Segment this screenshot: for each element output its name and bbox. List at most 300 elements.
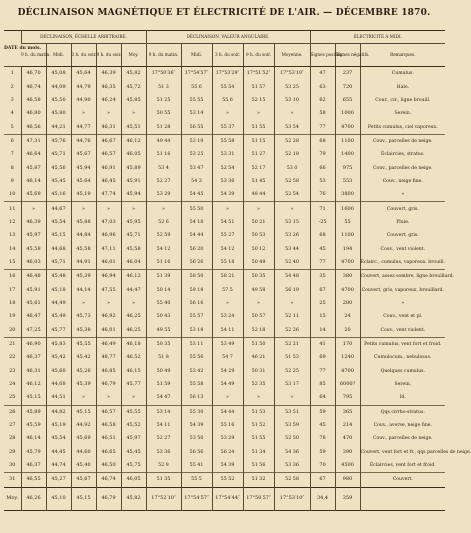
cell-a3: 45,67	[71, 148, 96, 161]
cell-a3: 45,64	[71, 175, 96, 188]
cell-a1: 46,03	[21, 256, 46, 270]
cell-p: 58	[310, 107, 335, 120]
cell-p: 68	[310, 229, 335, 242]
cell-d: 18	[9, 300, 16, 307]
cell-g1: 49 55	[146, 324, 181, 338]
table-row	[4, 175, 445, 188]
cell-p: 45	[310, 419, 335, 432]
cell-d: 24	[9, 381, 16, 388]
table-body	[4, 67, 471, 511]
cell-p: 79	[310, 148, 335, 161]
cell-g1: »	[146, 202, 181, 216]
cell-a3: 45,15	[71, 487, 96, 510]
cell-d: 20	[9, 326, 16, 333]
cell-n: 365	[335, 405, 360, 419]
cell-a4: »	[96, 202, 121, 216]
cell-a4: 46,31	[96, 120, 121, 134]
cell-g5: 53 15	[274, 216, 310, 229]
cell-g1: 51 3	[146, 80, 181, 93]
cell-n: 214	[335, 419, 360, 432]
cell-a4: »	[96, 107, 121, 120]
cell-g2: 55 56	[181, 351, 212, 364]
cell-a4: 47,55	[96, 284, 121, 297]
cell-g2: 53 18	[181, 324, 212, 338]
table-row	[4, 473, 445, 487]
cell-r: Couv., vent et pl.	[360, 310, 445, 323]
cell-n: 237	[335, 67, 360, 81]
cell-a3: 45,39	[71, 270, 96, 284]
table-row	[4, 378, 445, 391]
cell-a1: 46,48	[21, 270, 46, 284]
cell-g1: 53 4	[146, 161, 181, 174]
cell-g1: 51 25	[146, 94, 181, 107]
cell-a5: 45,72	[121, 80, 146, 93]
cell-g4: 51 45	[243, 175, 274, 188]
table-row	[4, 94, 445, 107]
cell-a2: 45,80	[46, 107, 71, 120]
column-header: Moyenne.	[274, 44, 310, 67]
cell-g1: 53 14	[146, 405, 181, 419]
page-title: DÉCLINAISON MAGNÉTIQUE ET ÉLECTRICITÉ DE L'AIR. — DÉCEMBRE 1870.	[17, 8, 431, 18]
cell-g1: 51 16	[146, 256, 181, 270]
cell-a2: 44,68	[46, 242, 71, 255]
cell-d: 6	[4, 134, 21, 148]
cell-a1: 45,59	[21, 419, 46, 432]
table-row	[4, 284, 445, 297]
cell-g2: 56 55	[181, 120, 212, 134]
cell-a4: 46,58	[96, 419, 121, 432]
cell-a5: 46,05	[121, 473, 146, 487]
cell-d: 11	[4, 202, 21, 216]
cell-a2: 45,15	[46, 229, 71, 242]
cell-a5: 46,15	[121, 365, 146, 378]
cell-p: -25	[310, 216, 335, 229]
cell-a4: 46,94	[96, 270, 121, 284]
cell-a1: 46,12	[21, 378, 46, 391]
cell-a2: 44,68	[46, 378, 71, 391]
cell-d: 7	[10, 151, 14, 158]
column-header: Signes négatifs.	[335, 44, 360, 67]
cell-a1: 46,31	[21, 365, 46, 378]
cell-r: Cour., cir., ligne brouill.	[360, 94, 445, 107]
cell-g5: 54 48	[274, 270, 310, 284]
cell-d: 30	[9, 462, 16, 469]
cell-a5: 45,58	[121, 242, 146, 255]
cell-a5: 46,04	[121, 256, 146, 270]
cell-r: Couvert, gris.	[360, 202, 445, 216]
table-row	[4, 365, 445, 378]
cell-a4: 46,24	[96, 94, 121, 107]
cell-a2: 45,60	[46, 365, 71, 378]
cell-a3: 44,90	[71, 94, 96, 107]
cell-r: Qqs cirrho-stratus.	[360, 405, 445, 419]
cell-a4: »	[96, 297, 121, 310]
cell-g5: 52 50	[274, 432, 310, 445]
table-row	[4, 391, 445, 405]
cell-n: 4700	[335, 256, 360, 270]
cell-g3: 54 11	[212, 324, 243, 338]
cell-n: 4700	[335, 365, 360, 378]
cell-d: Moy.	[4, 487, 21, 510]
cell-r: Couvert, assez sombre, ligne brouillard.	[360, 270, 445, 284]
cell-g4: 17°50′57″	[243, 487, 274, 510]
cell-a4: 46,91	[96, 161, 121, 174]
cell-r: Couv., averse, neige fine.	[360, 419, 445, 432]
average-row	[4, 487, 445, 510]
cell-a5: »	[121, 107, 146, 120]
cell-a5: 45,55	[121, 405, 146, 419]
cell-g4: »	[243, 202, 274, 216]
cell-a1: 46,47	[21, 310, 46, 323]
cell-a1: 46,90	[21, 337, 46, 351]
cell-d: 5	[10, 123, 14, 130]
cell-g3: 17°54′44″	[212, 487, 243, 510]
cell-a3: 44,91	[71, 256, 96, 270]
cell-g5: 52 58	[274, 473, 310, 487]
cell-r: Pluie.	[360, 216, 445, 229]
cell-g5: 54 36	[274, 446, 310, 459]
cell-a5: 46,25	[121, 310, 146, 323]
cell-g1: 53 29	[146, 188, 181, 202]
cell-d: 19	[9, 313, 16, 320]
column-header: 3 h. du soir.	[212, 44, 243, 67]
cell-a2: 45,83	[46, 337, 71, 351]
cell-a4: 46,01	[96, 324, 121, 338]
cell-d: 16	[4, 270, 21, 284]
cell-g4: 50 53	[243, 229, 274, 242]
cell-a3: »	[71, 297, 96, 310]
cell-r: Cumulus.	[360, 67, 445, 81]
table-row	[4, 216, 445, 229]
cell-a5: 46,12	[121, 134, 146, 148]
cell-g5: 52 25	[274, 365, 310, 378]
cell-a1: 47,31	[21, 134, 46, 148]
cell-r: Éclaircies, vent fort et froid.	[360, 459, 445, 473]
cell-a2: 45,48	[46, 270, 71, 284]
cell-g1: 50 14	[146, 284, 181, 297]
cell-d: 12	[9, 218, 16, 225]
cell-a3: 44,76	[71, 134, 96, 148]
cell-g3: 55 52	[212, 473, 243, 487]
cell-d: 9	[10, 177, 14, 184]
cell-n: 720	[335, 80, 360, 93]
cell-g5: »	[274, 107, 310, 120]
cell-n: 194	[335, 242, 360, 255]
cell-a2: 45,71	[46, 148, 71, 161]
cell-a3: 45,39	[71, 378, 96, 391]
table-row	[4, 351, 445, 364]
cell-g2: 56 56	[181, 446, 212, 459]
cell-a1: 46,26	[21, 487, 46, 510]
cell-a5: 45,82	[121, 67, 146, 81]
cell-g3: 58 21	[212, 270, 243, 284]
cell-a4: 46,67	[96, 134, 121, 148]
cell-p: 78	[310, 432, 335, 445]
cell-g3: 57 5	[212, 284, 243, 297]
cell-g4: 51 55	[243, 120, 274, 134]
cell-g3: 54 7	[212, 351, 243, 364]
cell-g3: »	[212, 107, 243, 120]
cell-a5: 45,75	[121, 459, 146, 473]
cell-g1: 53 36	[146, 446, 181, 459]
cell-g1: 52 59	[146, 229, 181, 242]
cell-g1: 50 35	[146, 337, 181, 351]
cell-a1: 45,69	[21, 188, 46, 202]
cell-g2: 53 47	[181, 161, 212, 174]
cell-g2: 59 18	[181, 284, 212, 297]
cell-g5: 53 36	[274, 459, 310, 473]
cell-a3: »	[71, 107, 96, 120]
cell-g4: 50 12	[243, 242, 274, 255]
cell-n: 4500	[335, 459, 360, 473]
cell-g5: 53 54	[274, 120, 310, 134]
cell-g2: 53 14	[181, 107, 212, 120]
cell-g3: 55 6	[212, 94, 243, 107]
cell-a4: 48,77	[96, 351, 121, 364]
cell-a5: 45,89	[121, 161, 146, 174]
cell-a5: 45,82	[121, 487, 146, 510]
cell-a5: 45,94	[121, 188, 146, 202]
cell-a3: »	[71, 391, 96, 405]
cell-n: 975	[335, 161, 360, 174]
cell-g5: 53 51	[274, 405, 310, 419]
cell-g5: »	[274, 297, 310, 310]
header-group-electricite: ÉLECTRICITÉ A MIDI.	[310, 31, 445, 44]
cell-d: 4	[10, 110, 14, 117]
cell-p: 71	[310, 202, 335, 216]
cell-d: 21	[4, 337, 21, 351]
cell-g4: 50 31	[243, 365, 274, 378]
cell-a2: 45,56	[46, 161, 71, 174]
cell-a2: 45,77	[46, 324, 71, 338]
cell-r: Couv., vent violent.	[360, 324, 445, 338]
cell-a4: 46,45	[96, 175, 121, 188]
cell-a4: 46,74	[96, 473, 121, 487]
cell-a5: 46,12	[121, 270, 146, 284]
cell-p: 62	[310, 94, 335, 107]
cell-n: 359	[335, 487, 360, 510]
cell-g4: 51 32	[243, 473, 274, 487]
cell-a4: 47,74	[96, 188, 121, 202]
data-table	[4, 30, 471, 511]
table-row	[4, 270, 445, 284]
cell-a1: 46,64	[21, 148, 46, 161]
cell-a2: 45,16	[46, 188, 71, 202]
cell-n: 1240	[335, 351, 360, 364]
table-row	[4, 337, 445, 351]
cell-g4: 17°51′52″	[243, 67, 274, 81]
cell-n: 470	[335, 432, 360, 445]
cell-g1: 17°52′10″	[146, 487, 181, 510]
cell-a5: »	[121, 202, 146, 216]
cell-a2: 45,49	[46, 310, 71, 323]
cell-n: 1400	[335, 148, 360, 161]
cell-d: 29	[9, 448, 16, 455]
cell-a1: 45,87	[21, 161, 46, 174]
cell-a3: 45,19	[71, 188, 96, 202]
table-row	[4, 229, 445, 242]
column-header: Remarques.	[360, 44, 445, 67]
table-row	[4, 419, 445, 432]
cell-p: 77	[310, 365, 335, 378]
cell-a2: 45,08	[46, 67, 71, 81]
cell-a3: 45,42	[71, 351, 96, 364]
cell-g2: 56 26	[181, 256, 212, 270]
cell-a4: 46,57	[96, 148, 121, 161]
table-row	[4, 242, 445, 255]
cell-g5: 52 40	[274, 256, 310, 270]
cell-g2: 55 55	[181, 94, 212, 107]
cell-g2: 53 42	[181, 365, 212, 378]
column-header: 9 h. du matin.	[21, 44, 46, 67]
cell-a4: 46,79	[96, 487, 121, 510]
cell-g5: 52 28	[274, 134, 310, 148]
cell-n: 3800	[335, 188, 360, 202]
cell-a1: 46,14	[21, 432, 46, 445]
cell-a3: 45,88	[71, 216, 96, 229]
cell-d: 3	[10, 96, 14, 103]
table-row	[4, 324, 445, 338]
cell-g2: 55 58	[181, 378, 212, 391]
cell-g3: 53 36	[212, 175, 243, 188]
table-row	[4, 459, 445, 473]
cell-a5: 45,45	[121, 446, 146, 459]
cell-n: 1100	[335, 134, 360, 148]
cell-a5: 46,18	[121, 337, 146, 351]
cell-r: Id.	[360, 391, 445, 405]
cell-a5: 45,77	[121, 378, 146, 391]
table-row	[4, 446, 445, 459]
cell-p: 45	[310, 242, 335, 255]
cell-d: 17	[9, 286, 16, 293]
cell-d: 26	[4, 405, 21, 419]
cell-p: 67	[310, 284, 335, 297]
cell-a2: 44,74	[46, 459, 71, 473]
cell-g5: 53 10	[274, 94, 310, 107]
table-row	[4, 161, 445, 174]
cell-g1: 51 39	[146, 270, 181, 284]
cell-p: 15	[310, 310, 335, 323]
cell-a4: 46,01	[96, 256, 121, 270]
cell-g1: 52 6	[146, 216, 181, 229]
cell-a4: »	[96, 391, 121, 405]
cell-p: 63	[310, 80, 335, 93]
cell-n: 170	[335, 337, 360, 351]
cell-p: 66	[310, 161, 335, 174]
cell-a2: 44,67	[46, 202, 71, 216]
cell-g3: 55 16	[212, 419, 243, 432]
cell-g2: 54 44	[181, 229, 212, 242]
column-header: 3 h. du soir.	[71, 44, 96, 67]
cell-d: 1	[10, 70, 14, 77]
table-row	[4, 202, 445, 216]
cell-a5: 45,71	[121, 229, 146, 242]
cell-a4: 46,51	[96, 432, 121, 445]
cell-n: 20	[335, 324, 360, 338]
cell-g2: 56 13	[181, 391, 212, 405]
cell-g5: 53 17	[274, 378, 310, 391]
cell-a3: 44,14	[71, 284, 96, 297]
cell-n: 280	[335, 297, 360, 310]
cell-g4: 51 56	[243, 459, 274, 473]
cell-g4: 51 52	[243, 419, 274, 432]
cell-g3: 17°53′29″	[212, 67, 243, 81]
cell-a2: 45,45	[46, 175, 71, 188]
cell-r: »	[360, 297, 445, 310]
cell-a5: 45,85	[121, 94, 146, 107]
cell-p: 70	[310, 459, 335, 473]
cell-g2: 56 16	[181, 297, 212, 310]
cell-a3: 44,60	[71, 446, 96, 459]
cell-a3: 45,69	[71, 432, 96, 445]
cell-a1: 46,55	[21, 473, 46, 487]
cell-g1: 52 27	[146, 432, 181, 445]
cell-a5: 45,97	[121, 432, 146, 445]
cell-g5: »	[274, 202, 310, 216]
cell-g3: 52 54	[212, 161, 243, 174]
cell-a2: 45,18	[46, 284, 71, 297]
cell-g1: 54 47	[146, 391, 181, 405]
cell-g3: 53 31	[212, 148, 243, 161]
cell-p: 34,4	[310, 487, 335, 510]
cell-r: Couv., neige fine.	[360, 175, 445, 188]
cell-g3: 54 51	[212, 216, 243, 229]
cell-d: 31	[4, 473, 21, 487]
cell-g4: 51 55	[243, 432, 274, 445]
cell-g3: 54 49	[212, 378, 243, 391]
cell-d: 10	[9, 191, 16, 198]
cell-g1: 54 11	[146, 419, 181, 432]
table-row	[4, 405, 445, 419]
cell-g1: 54 12	[146, 242, 181, 255]
cell-a1: 45,61	[21, 297, 46, 310]
cell-n: 1100	[335, 229, 360, 242]
cell-a5: 46,05	[121, 148, 146, 161]
cell-p: 35	[310, 270, 335, 284]
cell-g2: 53 25	[181, 148, 212, 161]
cell-a2: 44,51	[46, 391, 71, 405]
cell-g5: 17°53′10″	[274, 67, 310, 81]
cell-a5: 46,25	[121, 324, 146, 338]
cell-g3: »	[212, 202, 243, 216]
cell-a2: 45,50	[46, 94, 71, 107]
cell-g4: 52 18	[243, 324, 274, 338]
cell-r: Couv., vent violent.	[360, 242, 445, 255]
cell-n: 795	[335, 391, 360, 405]
cell-a1: 45,15	[21, 391, 46, 405]
cell-g3: »	[212, 297, 243, 310]
cell-a3: 45,94	[71, 161, 96, 174]
column-header: Moy.	[121, 44, 146, 67]
cell-g5: 53 25	[274, 80, 310, 93]
cell-r: Éclaircies, stratus.	[360, 148, 445, 161]
table-row	[4, 67, 445, 81]
cell-g3: 53 24	[212, 310, 243, 323]
cell-g3: 54 29	[212, 365, 243, 378]
cell-a1: 46,80	[21, 107, 46, 120]
cell-p: 77	[310, 256, 335, 270]
cell-g4: 50 21	[243, 216, 274, 229]
cell-n: 55	[335, 216, 360, 229]
cell-a1: 45,79	[21, 446, 46, 459]
cell-a4: 46,65	[96, 446, 121, 459]
cell-n: 655	[335, 94, 360, 107]
cell-g1: 51 59	[146, 378, 181, 391]
cell-d: 27	[9, 422, 16, 429]
cell-g5: 52 11	[274, 310, 310, 323]
cell-g4: »	[243, 107, 274, 120]
cell-g2: 17°54′57″	[181, 487, 212, 510]
